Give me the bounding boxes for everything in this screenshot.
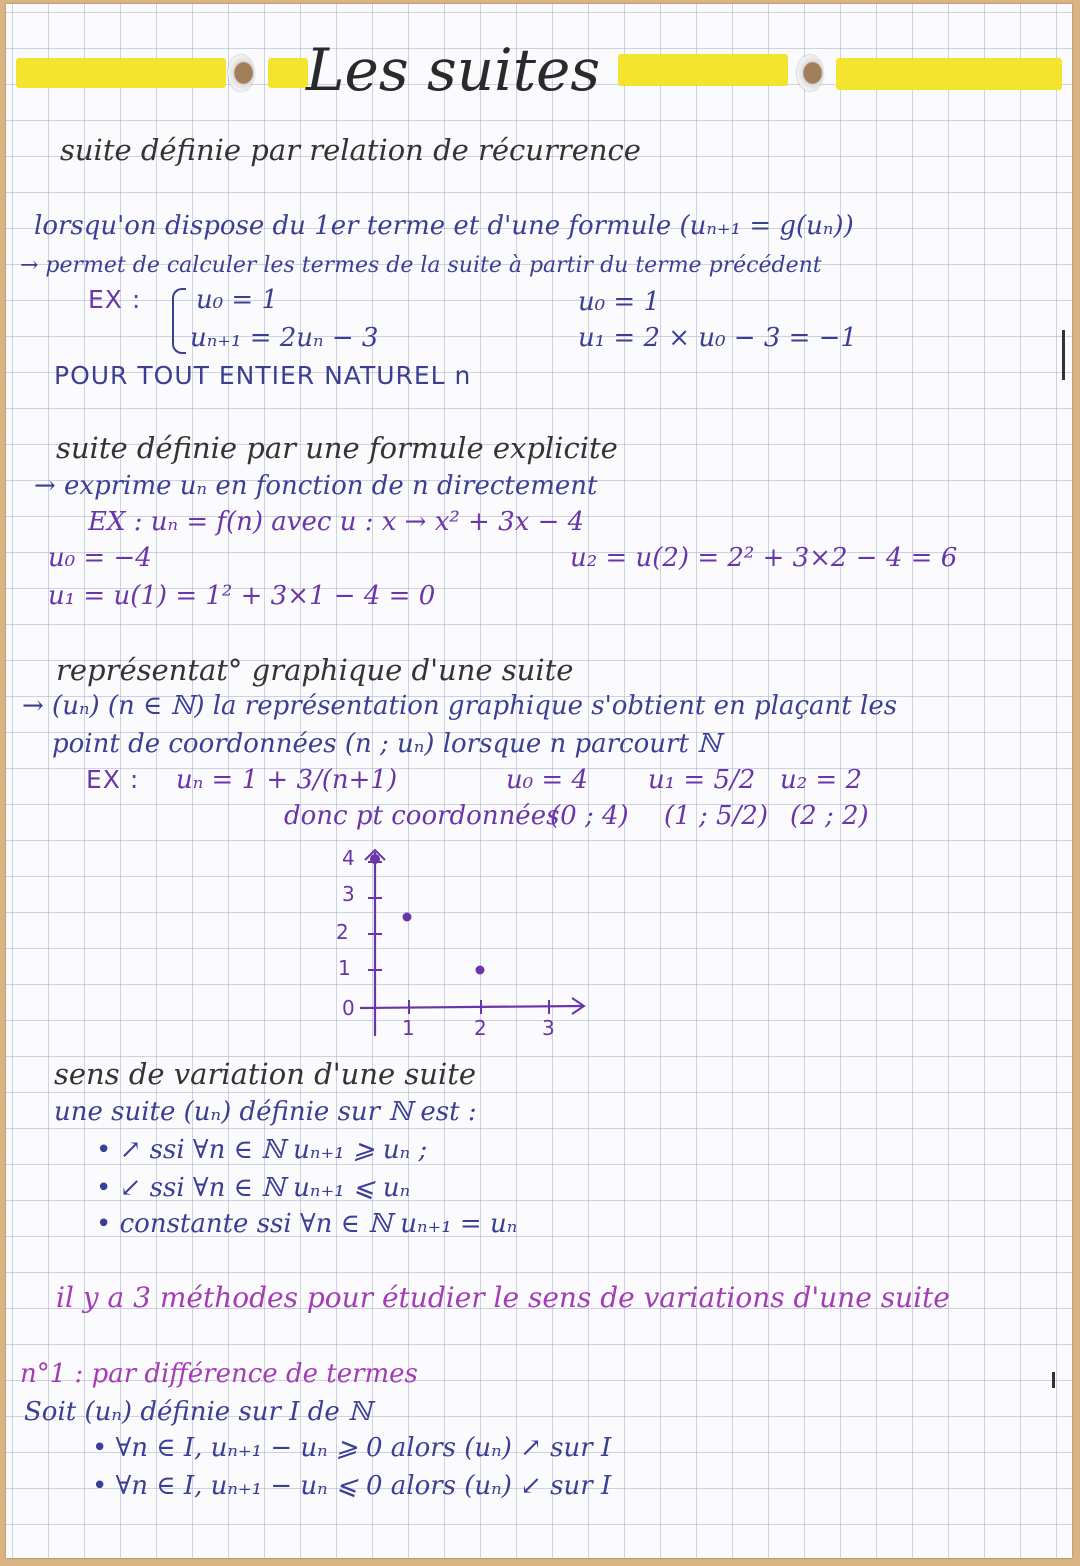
methods-heading: il y a 3 méthodes pour étudier le sens de variations d'une suite (56, 1281, 950, 1314)
variation-intro: une suite (uₙ) définie sur ℕ est : (54, 1097, 477, 1127)
margin-mark (1062, 330, 1065, 380)
page-title: Les suites (306, 36, 601, 104)
variation-item-increasing: • ↗ ssi ∀n ∈ ℕ uₙ₊₁ ⩾ uₙ ; (96, 1135, 428, 1165)
variation-item-text: constante ssi ∀n ∈ ℕ uₙ₊₁ = uₙ (119, 1209, 518, 1239)
system-line1: u₀ = 1 (196, 285, 279, 315)
y-tick-2: 2 (336, 920, 349, 944)
method1-intro: Soit (uₙ) définie sur I de ℕ (24, 1397, 372, 1427)
graph-u1: u₁ = 5/2 (648, 765, 756, 795)
heading-recurrence: suite définie par relation de récurrence (60, 133, 641, 167)
method1-item-text: ∀n ∈ I, uₙ₊₁ − uₙ ⩾ 0 alors (uₙ) ↗ sur I (115, 1433, 612, 1463)
variation-item-decreasing: • ↙ ssi ∀n ∈ ℕ uₙ₊₁ ⩽ uₙ (96, 1173, 411, 1203)
calc-line2: u₁ = 2 × u₀ − 3 = −1 (578, 323, 858, 353)
y-tick-3: 3 (342, 882, 355, 906)
graph-example-formula: uₙ = 1 + 3/(n+1) (176, 765, 398, 795)
graph-coord2: (2 ; 2) (790, 801, 869, 831)
explicit-u1: u₁ = u(1) = 1² + 3×1 − 4 = 0 (48, 581, 436, 611)
heading-explicit: suite définie par une formule explicite (56, 431, 618, 465)
variation-item-constant: • constante ssi ∀n ∈ ℕ uₙ₊₁ = uₙ (96, 1209, 518, 1239)
margin-mark-bottom (1052, 1372, 1055, 1388)
system-brace (172, 288, 186, 354)
x-tick-2: 2 (474, 1016, 487, 1040)
graph-example-label: EX : (86, 765, 140, 794)
recurrence-example-label: EX : (88, 285, 142, 314)
graph-coords-label: donc pt coordonnées (284, 801, 560, 831)
method1-item-decreasing: • ∀n ∈ I, uₙ₊₁ − uₙ ⩽ 0 alors (uₙ) ↙ sur I (92, 1471, 612, 1501)
x-tick-3: 3 (542, 1016, 555, 1040)
variation-item-text: ↗ ssi ∀n ∈ ℕ uₙ₊₁ ⩾ uₙ ; (119, 1135, 428, 1165)
heading-variation: sens de variation d'une suite (54, 1057, 477, 1091)
title-highlight-right-a (618, 54, 788, 86)
recurrence-line1: lorsqu'on dispose du 1er terme et d'une formule (uₙ₊₁ = g(uₙ)) (34, 211, 854, 241)
title-highlight-right-b (836, 58, 1062, 90)
heading-graph: représentat° graphique d'une suite (56, 653, 574, 687)
variation-item-text: ↙ ssi ∀n ∈ ℕ uₙ₊₁ ⩽ uₙ (119, 1173, 411, 1203)
method1-item-text: ∀n ∈ I, uₙ₊₁ − uₙ ⩽ 0 alors (uₙ) ↙ sur I (115, 1471, 612, 1501)
graph-u0: u₀ = 4 (506, 765, 589, 795)
point-n1 (403, 913, 412, 922)
graph-line2: point de coordonnées (n ; uₙ) lorsque n parcourt ℕ (52, 729, 721, 759)
explicit-example: EX : uₙ = f(n) avec u : x → x² + 3x − 4 (88, 507, 585, 537)
system-line2: uₙ₊₁ = 2uₙ − 3 (190, 323, 379, 353)
graph-coord0: (0 ; 4) (550, 801, 629, 831)
explicit-u2: u₂ = u(2) = 2² + 3×2 − 4 = 6 (570, 543, 958, 573)
method1-item-increasing: • ∀n ∈ I, uₙ₊₁ − uₙ ⩾ 0 alors (uₙ) ↗ sur I (92, 1433, 612, 1463)
chart-axes (320, 840, 620, 1050)
y-tick-0: 0 (342, 996, 355, 1020)
explicit-u0: u₀ = −4 (48, 543, 152, 573)
x-tick-1: 1 (402, 1016, 415, 1040)
graph-coord1: (1 ; 5/2) (664, 801, 768, 831)
binder-ring-hole-left (228, 55, 254, 91)
graph-line1: → (uₙ) (n ∈ ℕ) la représentation graphique s'obtient en plaçant les (22, 691, 898, 721)
sequence-scatter-chart (320, 840, 620, 1050)
recurrence-line2: → permet de calculer les termes de la suite à partir du terme précédent (20, 253, 822, 278)
point-n2 (476, 966, 485, 975)
graph-u2: u₂ = 2 (780, 765, 863, 795)
title-highlight-left (16, 58, 226, 88)
y-tick-1: 1 (338, 956, 351, 980)
point-n0 (370, 854, 380, 864)
explicit-line1: → exprime uₙ en fonction de n directement (34, 471, 598, 501)
method1-title: n°1 : par différence de termes (20, 1359, 418, 1389)
title-highlight-middle (268, 58, 308, 88)
binder-ring-hole-right (797, 55, 823, 91)
recurrence-note: POUR TOUT ENTIER NATUREL n (54, 361, 472, 390)
calc-line1: u₀ = 1 (578, 287, 661, 317)
y-tick-4: 4 (342, 846, 355, 870)
